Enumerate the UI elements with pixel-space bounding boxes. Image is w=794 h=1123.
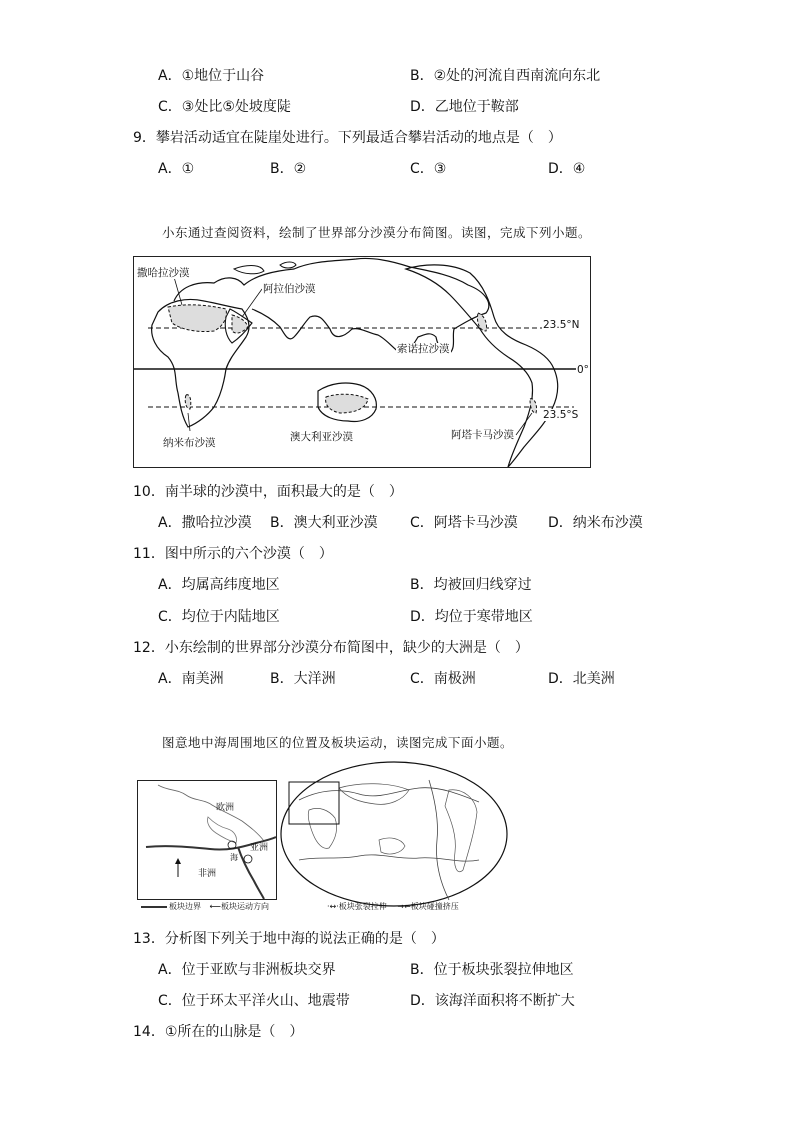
- q11-option-c: C．均位于内陆地区: [158, 609, 280, 625]
- q10-option-d: D．纳米布沙漠: [548, 515, 643, 531]
- europe-coast: [158, 785, 264, 841]
- q8-option-b: B．②处的河流自西南流向东北: [410, 68, 601, 84]
- sahara-label: 撒哈拉沙漠: [137, 267, 190, 279]
- namib-desert-region: [185, 395, 191, 409]
- lat-s-label: 23.5°S: [543, 409, 579, 421]
- q13-option-d: D．该海洋面积将不断扩大: [410, 993, 575, 1009]
- q11-stem: 11．图中所示的六个沙漠（ ）: [133, 546, 333, 562]
- australian-label: 澳大利亚沙漠: [290, 431, 353, 443]
- arabian-label: 阿拉伯沙漠: [263, 283, 316, 295]
- q13-option-a: A．位于亚欧与非洲板块交界: [158, 962, 336, 978]
- lat-0-label: 0°: [577, 364, 589, 376]
- legend-boundary-label: 板块边界: [169, 902, 201, 911]
- sea-label: 海: [230, 853, 238, 862]
- island-2: [280, 262, 296, 268]
- legend-motion-label: 板块运动方向: [221, 902, 270, 911]
- sonoran-label: 索诺拉沙漠: [397, 343, 450, 355]
- q12-option-a: A．南美洲: [158, 671, 224, 687]
- legend-boundary-swatch: [141, 906, 167, 908]
- namib-leader: [188, 413, 190, 431]
- q13-option-b: B．位于板块张裂拉伸地区: [410, 962, 574, 978]
- q9-option-b: B．②: [270, 161, 307, 177]
- q9-option-d: D．④: [548, 161, 586, 177]
- q11-option-b: B．均被回归线穿过: [410, 577, 532, 593]
- atacama-label: 阿塔卡马沙漠: [451, 429, 514, 441]
- world-plate-map: [279, 760, 509, 908]
- q12-stem: 12．小东绘制的世界部分沙漠分布简图中，缺少的大洲是（ ）: [133, 640, 529, 656]
- q12-option-d: D．北美洲: [548, 671, 615, 687]
- mediterranean-inset-drawing: [138, 781, 276, 899]
- australian-desert-region: [326, 394, 368, 413]
- desert-map: [133, 256, 591, 468]
- desert-intro: 小东通过查阅资料，绘制了世界部分沙漠分布简图。读图，完成下列小题。: [162, 225, 592, 240]
- legend-convergent-symbol: →←: [397, 902, 411, 911]
- q11-option-d: D．均位于寒带地区: [410, 609, 533, 625]
- legend-motion-arrow: ⟵: [209, 902, 222, 911]
- q11-option-a: A．均属高纬度地区: [158, 577, 280, 593]
- lat-n-label: 23.5°N: [543, 319, 580, 331]
- mediterranean-inset: [137, 780, 277, 900]
- legend-divergent-symbol: ·↔·: [327, 902, 339, 911]
- q9-option-c: C．③: [410, 161, 447, 177]
- legend-convergent-label: 板块碰撞挤压: [410, 902, 459, 911]
- q12-option-b: B．大洋洲: [270, 671, 336, 687]
- q10-option-a: A．撒哈拉沙漠: [158, 515, 252, 531]
- q8-option-c: C．③处比⑤处坡度陡: [158, 99, 291, 115]
- desert-map-drawing: [134, 257, 590, 467]
- eurasia-outline: [174, 258, 489, 353]
- med-intro: 图意地中海周围地区的位置及板块运动，读图完成下面小题。: [162, 735, 514, 750]
- q9-option-a: A．①: [158, 161, 195, 177]
- q9-stem: 9．攀岩活动适宜在陡崖处进行。下列最适合攀岩活动的地点是（ ）: [133, 130, 562, 146]
- q8-option-a: A．①地位于山谷: [158, 68, 265, 84]
- namib-label: 纳米布沙漠: [163, 437, 216, 449]
- europe-label: 欧洲: [216, 803, 235, 813]
- legend-right: [327, 902, 459, 912]
- plate-map: [137, 760, 617, 920]
- legend-divergent-label: 板块张裂拉伸: [338, 902, 387, 911]
- q13-option-c: C．位于环太平洋火山、地震带: [158, 993, 350, 1009]
- q8-option-d: D．乙地位于鞍部: [410, 99, 519, 115]
- red-sea-boundary: [238, 847, 264, 899]
- q14-stem: 14．①所在的山脉是（ ）: [133, 1024, 304, 1040]
- atacama-leader: [516, 413, 532, 435]
- q10-stem: 10．南半球的沙漠中，面积最大的是（ ）: [133, 484, 403, 500]
- arabian-leader: [242, 289, 262, 317]
- legend-left: [141, 902, 269, 912]
- q10-option-b: B．澳大利亚沙漠: [270, 515, 378, 531]
- q13-stem: 13．分析图下列关于地中海的说法正确的是（ ）: [133, 931, 445, 947]
- marker-2: [244, 855, 252, 863]
- q10-option-c: C．阿塔卡马沙漠: [410, 515, 518, 531]
- q12-option-c: C．南极洲: [410, 671, 476, 687]
- atacama-desert-region: [530, 399, 537, 413]
- mediterranean-sea-shape: [207, 817, 236, 843]
- asia-label: 亚洲: [250, 843, 269, 853]
- island-1: [234, 266, 264, 274]
- africa-label: 非洲: [198, 869, 217, 879]
